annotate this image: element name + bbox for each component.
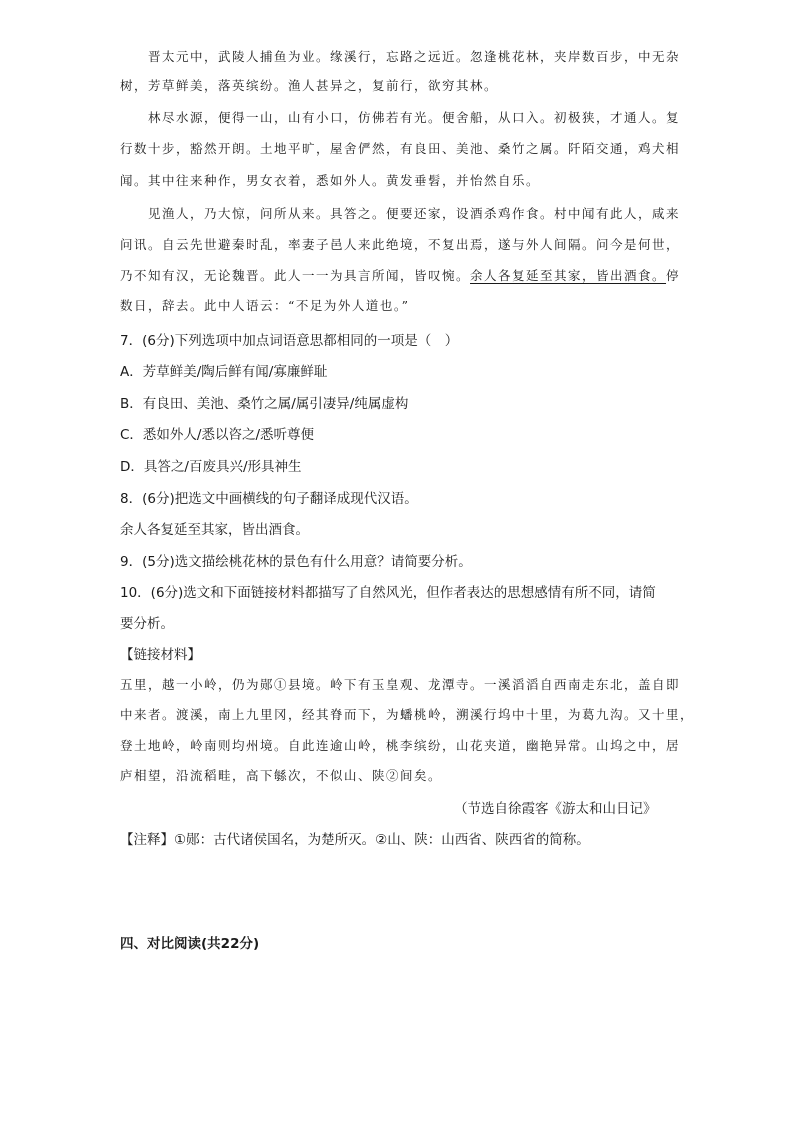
passage-line: 见渔人，乃大惊，问所从来。具答之。便要还家，设酒杀鸡作食。村中闻有此人，咸来 bbox=[148, 206, 681, 221]
passage-line bbox=[120, 266, 680, 284]
passage-line: 林尽水源，便得一山，山有小口，仿佛若有光。便舍船，从口入。初极狭，才通人。复 bbox=[148, 110, 681, 125]
passage-line: 行数十步，豁然开朗。土地平旷，屋舍俨然，有良田、美池、桑竹之属。阡陌交通，鸡犬相 bbox=[120, 141, 681, 156]
link-material-line: 五里，越一小岭，仍为郧①县境。岭下有玉皇观、龙潭寺。一溪滔滔自西南走东北，盖自即 bbox=[120, 677, 681, 692]
link-material-line: 庐相望，沿流稻畦，高下緐次，不似山、陕②间矣。 bbox=[120, 768, 443, 783]
link-material-line: 中来者。渡溪，南上九里冈，经其脊而下，为蟠桃岭，溯溪行坞中十里，为葛九沟。又十里， bbox=[120, 707, 695, 722]
link-material-heading: 【链接材料】 bbox=[120, 647, 201, 663]
passage-line: 树，芳草鲜美，落英缤纷。渔人甚异之，复前行，欲穷其林。 bbox=[120, 78, 499, 93]
source-citation: （节选自徐霞客《游太和山日记》 bbox=[454, 801, 657, 817]
question-8: 8．(6分)把选文中画横线的句子翻译成现代汉语。 bbox=[120, 491, 418, 507]
question-10-cont: 要分析。 bbox=[120, 616, 174, 632]
passage-line: 闻。其中往来种作，男女衣着，悉如外人。黄发垂髫，并怡然自乐。 bbox=[120, 173, 541, 188]
link-material-line: 登土地岭，岭南则均州境。自此连逾山岭，桃李缤纷，山花夹道，幽艳异常。山坞之中，居 bbox=[120, 738, 681, 753]
underlined-sentence: 余人各复延至其家，皆出酒食。 bbox=[470, 268, 667, 283]
option-c: C．悉如外人/悉以咨之/悉听尊便 bbox=[120, 427, 315, 443]
option-a: A．芳草鲜美/陶后鲜有闻/寡廉鲜耻 bbox=[120, 364, 328, 380]
passage-line: 数日，辞去。此中人语云：“不足为外人道也。” bbox=[120, 298, 410, 313]
section-heading: 四、对比阅读(共22分) bbox=[120, 936, 260, 952]
annotation-note: 【注释】①郧：古代诸侯国名，为楚所灭。②山、陕：山西省、陕西省的简称。 bbox=[120, 832, 590, 848]
question-9: 9．(5分)选文描绘桃花林的景色有什么用意？请简要分析。 bbox=[120, 554, 472, 570]
question-7: 7．(6分)下列选项中加点词语意思都相同的一项是（ ） bbox=[120, 333, 459, 349]
passage-line: 问讯。自云先世避秦时乱，率妻子邑人来此绝境，不复出焉，遂与外人间隔。问今是何世， bbox=[120, 237, 681, 252]
passage-text: 乃不知有汉，无论魏晋。此人一一为具言所闻，皆叹惋。 bbox=[120, 268, 471, 283]
passage-text: 停 bbox=[666, 268, 681, 283]
question-8-sentence: 余人各复延至其家，皆出酒食。 bbox=[120, 522, 309, 538]
option-b: B．有良田、美池、桑竹之属/属引凄异/纯属虚构 bbox=[120, 396, 409, 412]
passage-line: 晋太元中，武陵人捕鱼为业。缘溪行，忘路之远近。忽逢桃花林，夹岸数百步，中无杂 bbox=[148, 49, 681, 64]
question-10: 10．(6分)选文和下面链接材料都描写了自然风光，但作者表达的思想感情有所不同，请简 bbox=[120, 585, 656, 601]
option-d: D．具答之/百废具兴/形具神生 bbox=[120, 459, 302, 475]
